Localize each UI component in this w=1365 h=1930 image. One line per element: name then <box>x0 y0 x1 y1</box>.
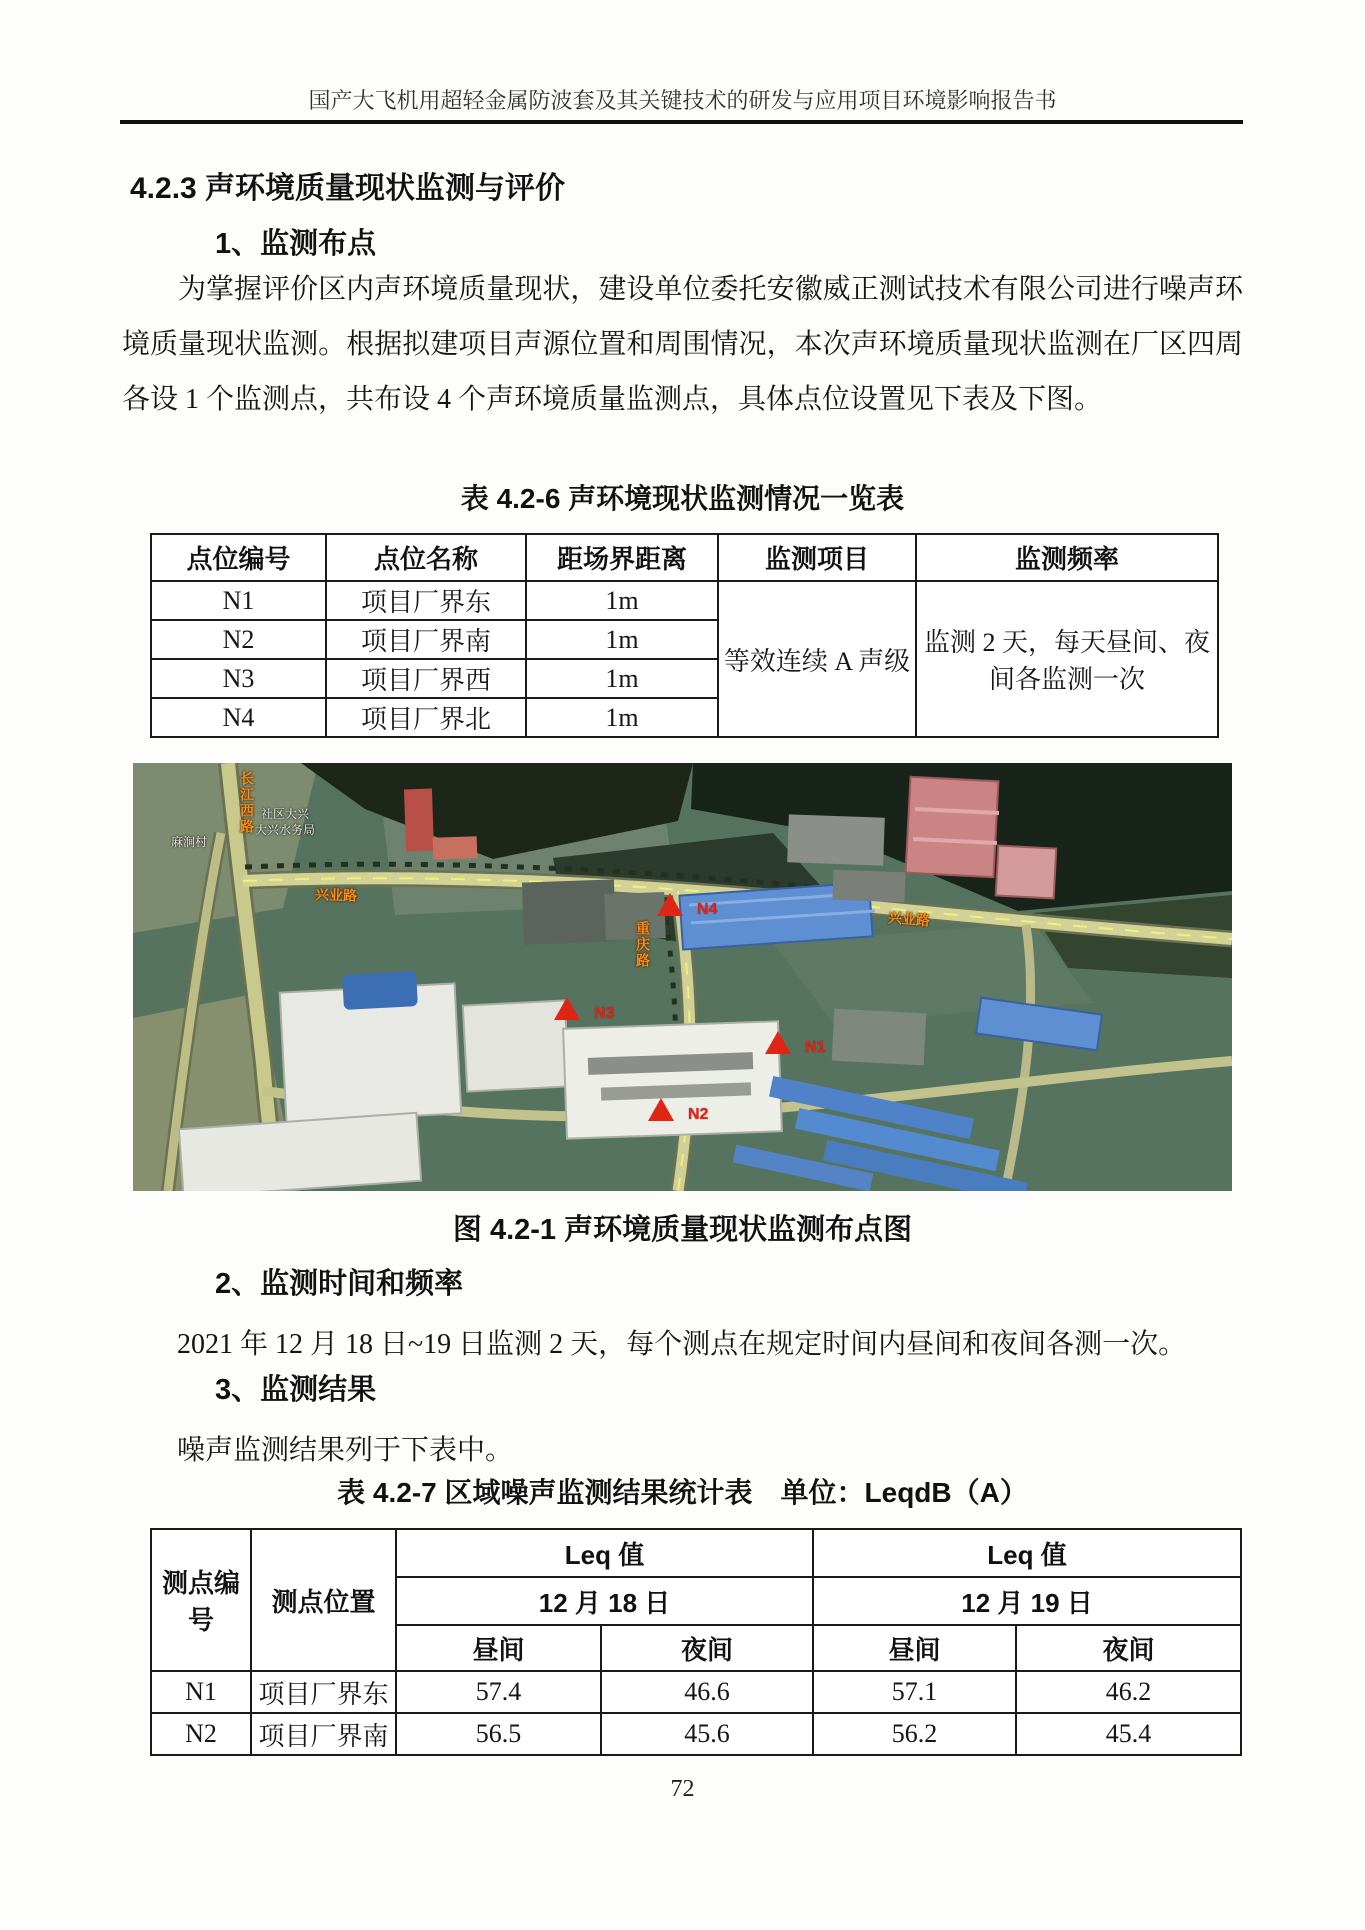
cell-point-id: N2 <box>151 620 326 659</box>
road-label-xingyelu-right: 兴业路 <box>887 909 931 929</box>
subsection-1-heading: 1、监测布点 <box>215 228 377 260</box>
col-header-date-19: 12 月 19 日 <box>813 1577 1241 1625</box>
table-row <box>151 534 1218 581</box>
document-header-title: 国产大飞机用超轻金属防波套及其关键技术的研发与应用项目环境影响报告书 <box>308 88 1057 113</box>
marker-N2-label: N2 <box>688 1106 709 1123</box>
road-label-chongqinglu: 重庆路 <box>635 921 651 969</box>
col-header-night-19: 夜间 <box>1016 1625 1241 1671</box>
paragraph-monitoring-points: 为掌握评价区内声环境质量现状，建设单位委托安徽威正测试技术有限公司进行噪声环境质量现状监测。根据拟建项目声源位置和周围情况，本次声环境质量现状监测在厂区四周各设 1 个监测点，共布设 4 个声环境质量监测点，具体点位设置见下表及下图。 <box>122 274 1243 415</box>
cell-point-id: N4 <box>151 698 326 737</box>
place-label-daxing-line1: 社区大兴 <box>261 807 310 821</box>
paragraph-monitoring-results: 噪声监测结果列于下表中。 <box>177 1435 514 1466</box>
cell-point-id: N1 <box>151 581 326 620</box>
cell-monitoring-frequency: 监测 2 天，每天昼间、夜间各监测一次 <box>916 581 1218 737</box>
col-header-item: 监测项目 <box>718 534 916 581</box>
table1-caption: 表 4.2-6 声环境现状监测情况一览表 <box>460 483 905 514</box>
place-label-majiancun: 麻涧村 <box>171 835 208 849</box>
cell-point-name: 项目厂界北 <box>326 698 526 737</box>
cell-point-name: 项目厂界东 <box>326 581 526 620</box>
subsection-3-heading: 3、监测结果 <box>215 1374 377 1406</box>
cell-leq-value: 57.4 <box>396 1671 601 1713</box>
road-label-xingyelu-left: 兴业路 <box>314 886 358 904</box>
header-rule <box>120 120 1243 124</box>
marker-N4-label: N4 <box>697 901 718 918</box>
cell-point-position: 项目厂界南 <box>251 1713 396 1755</box>
cell-leq-value: 46.6 <box>601 1671 813 1713</box>
col-header-leq-19: Leq 值 <box>813 1529 1241 1577</box>
road-label-changjiangxilu: 长江西路 <box>239 771 255 835</box>
place-label-daxing-line2: 大兴水务局 <box>255 823 316 837</box>
cell-leq-value: 56.2 <box>813 1713 1016 1755</box>
table-row <box>151 581 1218 620</box>
col-header-day-18: 昼间 <box>396 1625 601 1671</box>
cell-point-name: 项目厂界西 <box>326 659 526 698</box>
figure-caption: 图 4.2-1 声环境质量现状监测布点图 <box>452 1214 913 1246</box>
cell-distance: 1m <box>526 659 718 698</box>
col-header-point-position: 测点位置 <box>251 1529 396 1671</box>
marker-N4 <box>657 893 718 918</box>
col-header-point-name: 点位名称 <box>326 534 526 581</box>
marker-N1-label: N1 <box>805 1039 826 1056</box>
table-noise-results <box>150 1528 1242 1756</box>
table-row <box>151 1671 1241 1713</box>
cell-point-name: 项目厂界南 <box>326 620 526 659</box>
cell-point-id: N1 <box>151 1671 251 1713</box>
col-header-day-19: 昼间 <box>813 1625 1016 1671</box>
cell-monitoring-item: 等效连续 A 声级 <box>718 581 916 737</box>
cell-distance: 1m <box>526 698 718 737</box>
table-row <box>151 1529 1241 1577</box>
marker-N3 <box>554 997 615 1022</box>
paragraph-monitoring-time: 2021 年 12 月 18 日~19 日监测 2 天，每个测点在规定时间内昼间和夜间各测一次。 <box>177 1329 1187 1360</box>
col-header-date-18: 12 月 18 日 <box>396 1577 813 1625</box>
page-number: 72 <box>670 1776 695 1802</box>
table2-caption: 表 4.2-7 区域噪声监测结果统计表 单位：LeqdB（A） <box>337 1477 1028 1508</box>
marker-N2 <box>648 1098 709 1123</box>
cell-leq-value: 45.4 <box>1016 1713 1241 1755</box>
cell-distance: 1m <box>526 581 718 620</box>
cell-leq-value: 46.2 <box>1016 1671 1241 1713</box>
col-header-point-id: 点位编号 <box>151 534 326 581</box>
marker-N3-label: N3 <box>594 1005 615 1022</box>
col-header-night-18: 夜间 <box>601 1625 813 1671</box>
cell-point-position: 项目厂界东 <box>251 1671 396 1713</box>
cell-leq-value: 56.5 <box>396 1713 601 1755</box>
cell-point-id: N2 <box>151 1713 251 1755</box>
col-header-distance: 距场界距离 <box>526 534 718 581</box>
satellite-map-figure <box>133 763 1232 1191</box>
section-heading-4-2-3: 4.2.3 声环境质量现状监测与评价 <box>130 172 566 205</box>
cell-point-id: N3 <box>151 659 326 698</box>
table-row <box>151 1713 1241 1755</box>
col-header-leq-18: Leq 值 <box>396 1529 813 1577</box>
table-monitoring-overview <box>150 533 1219 738</box>
cell-leq-value: 57.1 <box>813 1671 1016 1713</box>
col-header-point-id: 测点编号 <box>151 1529 251 1671</box>
cell-distance: 1m <box>526 620 718 659</box>
subsection-2-heading: 2、监测时间和频率 <box>215 1268 464 1300</box>
col-header-frequency: 监测频率 <box>916 534 1218 581</box>
cell-leq-value: 45.6 <box>601 1713 813 1755</box>
marker-N1 <box>765 1031 826 1056</box>
